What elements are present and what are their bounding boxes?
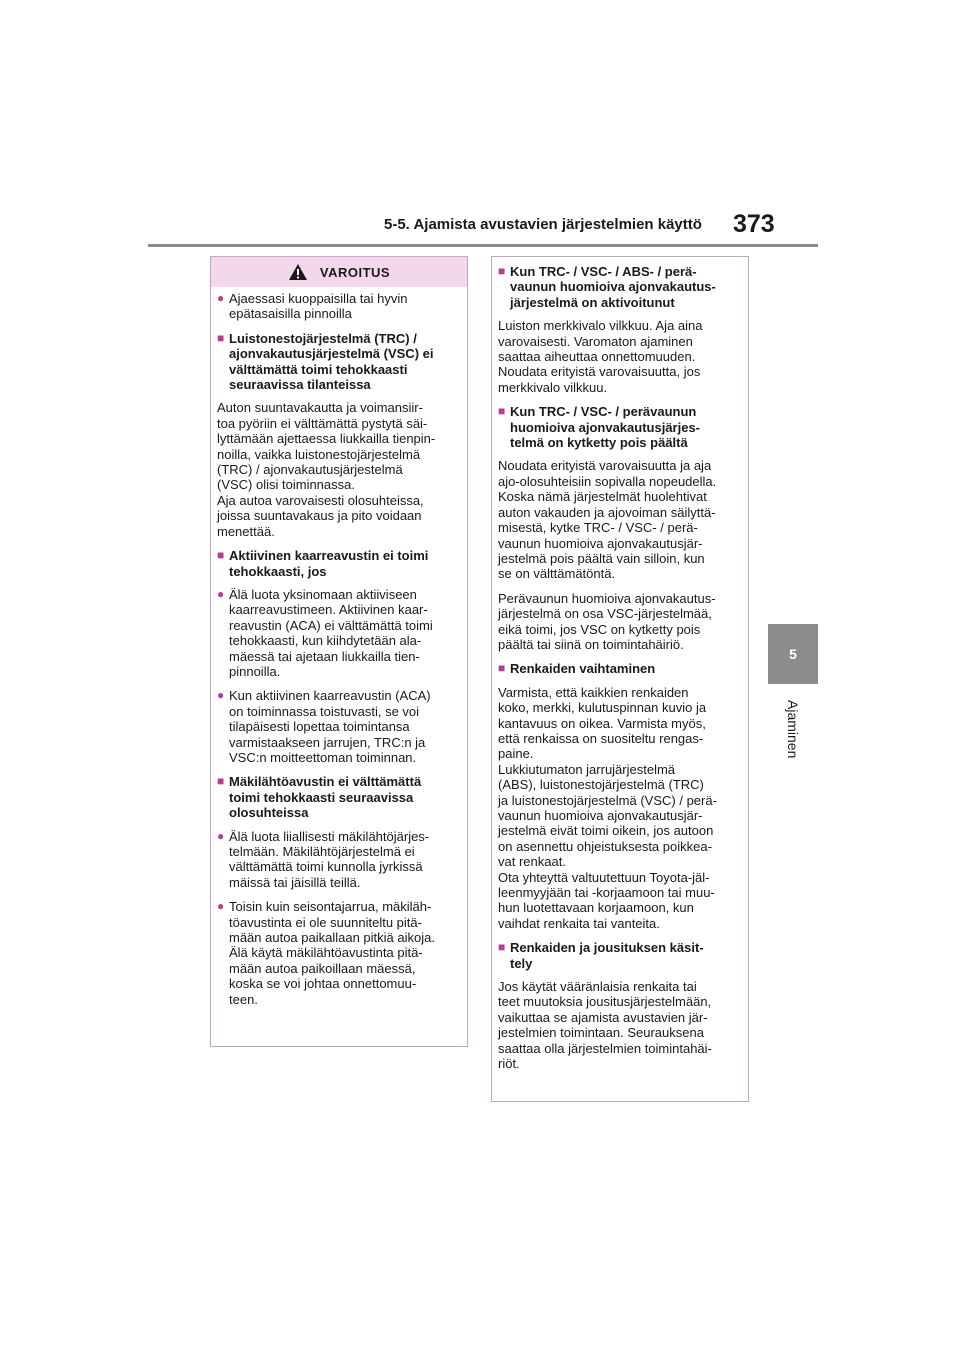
bullet-item bbox=[217, 829, 461, 891]
round-bullet-icon: ● bbox=[217, 828, 225, 843]
heading-text: Renkaiden vaihtaminen bbox=[510, 661, 656, 677]
bullet-text: Älä luota liiallisesti mäkilähtöjärjes- telmään. Mäkilähtöjärjestelmä ei välttämättä toimi kunnolla jyrkissä mäissä tai jäisillä teillä. bbox=[229, 828, 430, 890]
header-rule bbox=[148, 244, 818, 247]
round-bullet-icon: ● bbox=[217, 586, 225, 601]
section-heading bbox=[217, 774, 461, 820]
round-bullet-icon: ● bbox=[217, 688, 225, 703]
page-number: 373 bbox=[733, 210, 775, 238]
square-bullet-icon: ■ bbox=[498, 264, 506, 278]
square-bullet-icon: ■ bbox=[498, 661, 506, 676]
bullet-item bbox=[217, 291, 461, 322]
bullet-item bbox=[217, 587, 461, 679]
paragraph: Perävaunun huomioiva ajonvakautus- järjestelmä on osa VSC-järjestelmää, eikä toimi, jos VSC on kytketty pois päältä tai siinä on toimintahäiriö. bbox=[498, 590, 716, 652]
square-bullet-icon: ■ bbox=[217, 548, 225, 563]
warning-box bbox=[210, 256, 468, 1047]
warning-triangle-icon bbox=[288, 263, 308, 281]
round-bullet-icon: ● bbox=[217, 899, 225, 914]
heading-text: Mäkilähtöavustin ei välttämättä toimi tehokkaasti seuraavissa olosuhteissa bbox=[229, 774, 422, 821]
paragraph: Luiston merkkivalo vilkkuu. Aja aina varovaisesti. Varomaton ajaminen saattaa aiheuttaa onnettomuuden. Noudata erityistä varovaisuutta, jos merkkivalo vilkkuu. bbox=[498, 318, 703, 395]
info-box bbox=[491, 256, 749, 1102]
warning-header bbox=[211, 257, 467, 287]
info-content bbox=[492, 257, 748, 1087]
warning-title: VAROITUS bbox=[319, 264, 391, 280]
section-heading bbox=[217, 331, 461, 393]
bullet-text: Ajaessasi kuoppaisilla tai hyvin epätasaisilla pinnoilla bbox=[229, 291, 408, 322]
heading-text: Luistonestojärjestelmä (TRC) / ajonvakautusjärjestelmä (VSC) ei välttämättä toimi tehokkaasti seuraavissa tilanteissa bbox=[229, 330, 434, 393]
bullet-text: Toisin kuin seisontajarrua, mäkiläh- töavustinta ei ole suunniteltu pitä- mään autoa paikallaan pitkiä aikoja. Älä käytä mäkilähtöavustinta pitä- mään autoa paikoillaan mäessä, koska se voi johtaa onnettomuu- teen. bbox=[229, 899, 435, 1007]
heading-text: Kun TRC- / VSC- / perävaunun huomioiva ajonvakautusjärjes- telmä on kytketty pois päältä bbox=[510, 404, 701, 451]
bullet-text: Kun aktiivinen kaarreavustin (ACA) on toiminnassa toistuvasti, se voi tilapäisesti lopettaa toimintansa varmistaakseen jarrujen, TRC:n ja VSC:n moitteettoman toiminnan. bbox=[229, 688, 431, 765]
square-bullet-icon: ■ bbox=[217, 774, 225, 789]
chapter-label: Ajaminen bbox=[785, 700, 801, 759]
bullet-text: Älä luota yksinomaan aktiiviseen kaarreavustimeen. Aktiivinen kaar- reavustin (ACA) ei välttämättä toimi tehokkaasti, kun kiihdytetään ala- mäessä tai ajetaan liukkailla tien- pinnoilla. bbox=[229, 586, 433, 679]
bullet-item bbox=[217, 899, 461, 1007]
section-title: 5-5. Ajamista avustavien järjestelmien käyttö bbox=[384, 216, 702, 233]
square-bullet-icon: ■ bbox=[498, 404, 506, 419]
heading-text: Renkaiden ja jousituksen käsit- tely bbox=[510, 940, 704, 971]
square-bullet-icon: ■ bbox=[217, 330, 225, 345]
warning-content bbox=[211, 287, 467, 1022]
square-bullet-icon: ■ bbox=[498, 940, 506, 955]
heading-text: Aktiivinen kaarreavustin ei toimi tehokkaasti, jos bbox=[229, 548, 429, 579]
paragraph: Jos käytät vääränlaisia renkaita tai teet muutoksia jousitusjärjestelmään, vaikuttaa se ajamista avustavien jär- jestelmien toimintaan. Seurauksena saattaa olla järjestelmien toimintahäi- riöt. bbox=[498, 979, 712, 1072]
section-heading bbox=[498, 264, 742, 310]
paragraph: Auton suuntavakautta ja voimansiir- toa pyöriin ei välttämättä pystytä säi- lyttämään ajettaessa liukkailla tienpin- noilla, vaikka luistonestojärjestelmä (TRC) / ajonvakautusjärjestelmä (VSC) olisi toiminnassa. Aja autoa varovaisesti olosuhteissa, joissa suuntavakaus ja pito voidaan menettää. bbox=[217, 400, 436, 539]
round-bullet-icon: ● bbox=[217, 291, 225, 305]
section-heading bbox=[498, 940, 742, 971]
paragraph: Varmista, että kaikkien renkaiden koko, merkki, kulutuspinnan kuvio ja kantavuus on oikea. Varmista myös, että renkaissa on suositeltu rengas- paine. Lukkiutumaton jarrujärjestelmä (ABS), luistonestojärjestelmä (TRC) ja luistonestojärjestelmä (VSC) / perä- vaunun huomioiva ajonvakautusjär- jestelmä eivät toimi oikein, jos autoon on asennettu ohjeistuksesta poikkea- vat renkaat. Ota yhteyttä valtuutettuun Toyota-jäl- leenmyyjään tai -korjaamoon tai muu- hun luotettavaan korjaamoon, kun vaihdat renkaita tai vanteita. bbox=[498, 684, 717, 931]
chapter-tab[interactable]: 5 bbox=[768, 624, 818, 684]
paragraph: Noudata erityistä varovaisuutta ja aja ajo-olosuhteisiin sopivalla nopeudella. Koska nämä järjestelmät huolehtivat auton vakauden ja ajovoiman säilyttä- misestä, kytke TRC- / VSC- / perä- vaunun huomioiva ajonvakautusjär- jestelmä pois päältä vain silloin, kun se on välttämätöntä. bbox=[498, 458, 717, 582]
section-heading bbox=[217, 548, 461, 579]
bullet-item bbox=[217, 688, 461, 765]
heading-text: Kun TRC- / VSC- / ABS- / perä- vaunun huomioiva ajonvakautus- järjestelmä on aktivoitunut bbox=[510, 264, 716, 310]
section-heading bbox=[498, 404, 742, 450]
section-heading bbox=[498, 661, 742, 676]
